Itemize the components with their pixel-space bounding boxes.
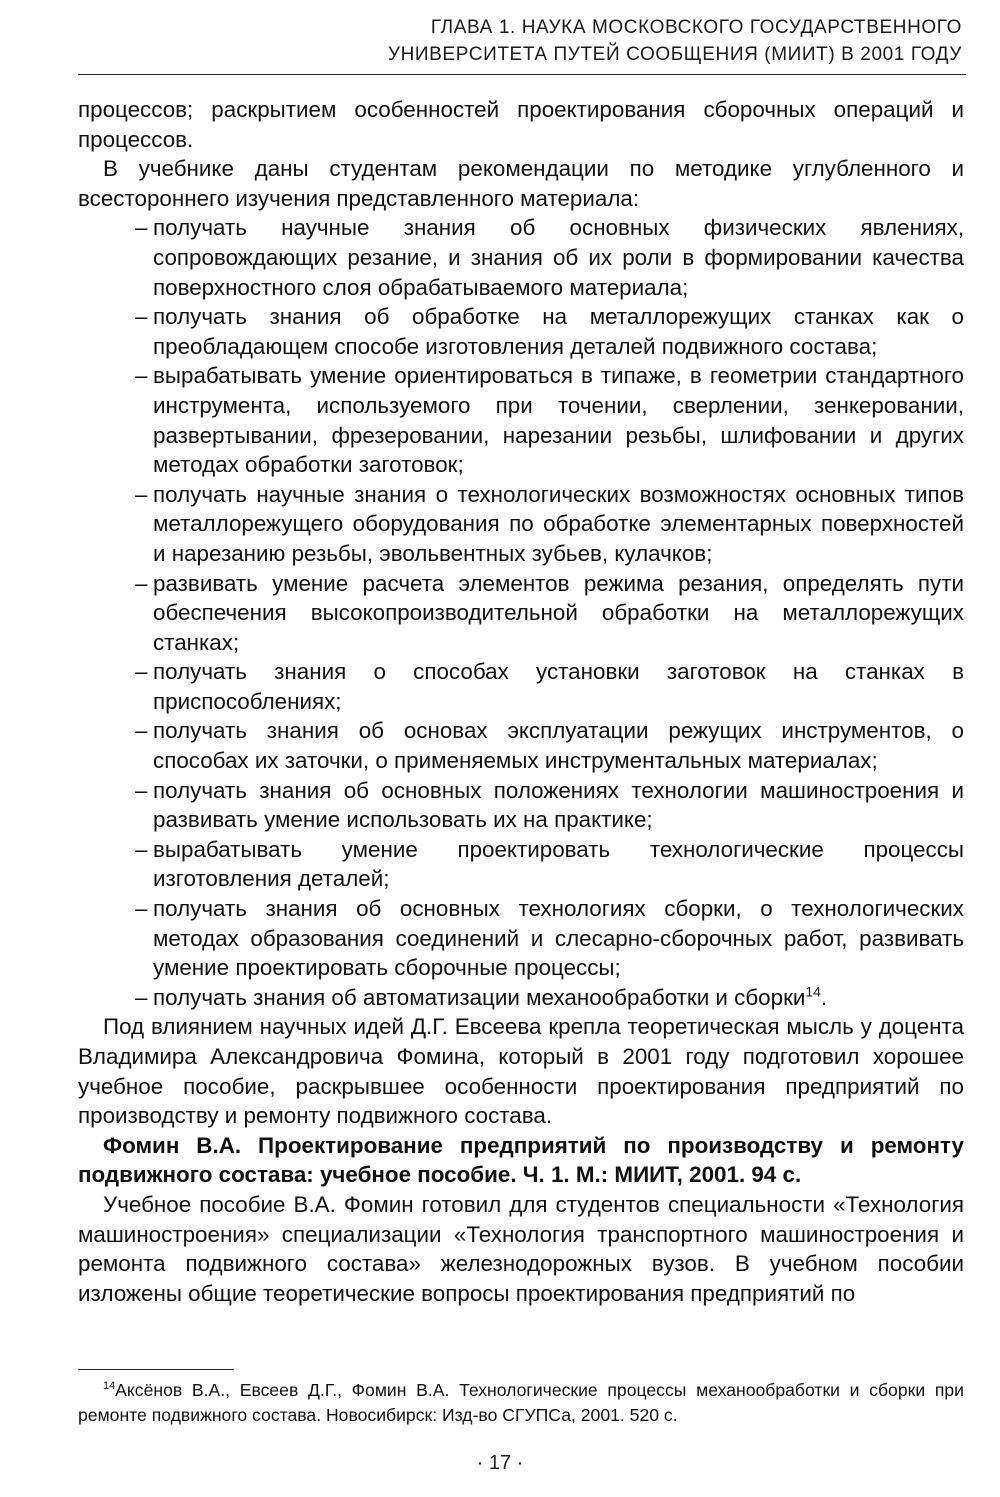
list-item: – получать знания об основах эксплуатации режущих инструментов, о способах их заточки, о применяемых инструментальных материалах; — [135, 716, 964, 775]
paragraph-fomin: Под влиянием научных идей Д.Г. Евсеева крепла теоретическая мысль у доцента Владимира Александровича Фомина, который в 2001 году подготовил хорошее учебное пособие, раскрывшее особенности проектирования предприятий по производству и ремонту подвижного состава. — [78, 1014, 964, 1129]
list-item-text: получать знания об автоматизации механообработки и сборки — [153, 984, 806, 1010]
paragraph-intro: В учебнике даны студентам рекомендации по методике углубленного и всестороннего изучения представленного материала: — [78, 156, 964, 211]
list-item: – получать знания об основных положениях технологии машиностроения и развивать умение использовать их на практике; — [135, 776, 964, 835]
list-item: – получать знания об основных технологиях сборки, о технологических методах образования соединений и слесарно-сборочных работ, развивать умение проектировать сборочные процессы; — [135, 894, 964, 983]
list-item: – получать знания об обработке на металлорежущих станках как о преобладающем способе изготовления деталей подвижного состава; — [135, 302, 964, 361]
bibliographic-heading: Фомин В.А. Проектирование предприятий по производству и ремонту подвижного состава: учебное пособие. Ч. 1. М.: МИИТ, 2001. 94 с. — [78, 1132, 964, 1188]
list-item: – получать научные знания об основных физических явлениях, сопровождающих резание, и знания об их роли в формировании качества поверхностного слоя обрабатываемого материала; — [135, 213, 964, 302]
list-item: – развивать умение расчета элементов режима резания, определять пути обеспечения высокопроизводительной обработки на металлорежущих станках; — [135, 569, 964, 658]
page-number: · 17 · — [476, 1452, 524, 1474]
paragraph-continued: процессов; раскрытием особенностей проектирования сборочных операций и процессов. — [78, 97, 964, 152]
recommendations-list — [78, 213, 964, 1012]
page-body — [78, 95, 964, 1308]
footnote-reference[interactable]: 14 — [805, 983, 821, 1000]
running-header — [78, 14, 962, 68]
list-item: – получать научные знания о технологических возможностях основных типов металлорежущего оборудования по обработке элементарных поверхностей и нарезанию резьбы, эвольвентных зубьев, кулачков; — [135, 480, 964, 569]
footnote-text: Аксёнов В.А., Евсеев Д.Г., Фомин В.А. Технологические процессы механообработки и сборки при ремонте подвижного состава. Новосибирск: Изд-во СГУПСа, 2001. 520 с. — [78, 1380, 964, 1425]
list-item: – вырабатывать умение проектировать технологические процессы изготовления деталей; — [135, 835, 964, 894]
list-item — [135, 983, 964, 1013]
header-rule — [78, 74, 966, 75]
footnote — [78, 1378, 964, 1428]
footnote-rule — [78, 1369, 234, 1370]
paragraph-textbook: Учебное пособие В.А. Фомин готовил для студентов специальности «Технология машиностроения» специализации «Технология транспортного машиностроения и ремонта подвижного состава» железнодорожных вузов. В учебном пособии изложены общие теоретические вопросы проектирования предприятий по — [78, 1191, 964, 1306]
list-item-end: . — [820, 984, 828, 1010]
list-item: – вырабатывать умение ориентироваться в типаже, в геометрии стандартного инструмента, используемого при точении, сверлении, зенкеровании, развертывании, фрезеровании, нарезании резьбы, шлифовании и других методах обработки заготовок; — [135, 361, 964, 479]
list-item: – получать знания о способах установки заготовок на станках в приспособлениях; — [135, 657, 964, 716]
running-header-line-1: ГЛАВА 1. НАУКА МОСКОВСКОГО ГОСУДАРСТВЕННОГО — [430, 17, 962, 38]
footnote-marker: 14 — [103, 1380, 116, 1393]
running-header-line-2: УНИВЕРСИТЕТА ПУТЕЙ СООБЩЕНИЯ (МИИТ) В 2001 ГОДУ — [387, 44, 962, 65]
